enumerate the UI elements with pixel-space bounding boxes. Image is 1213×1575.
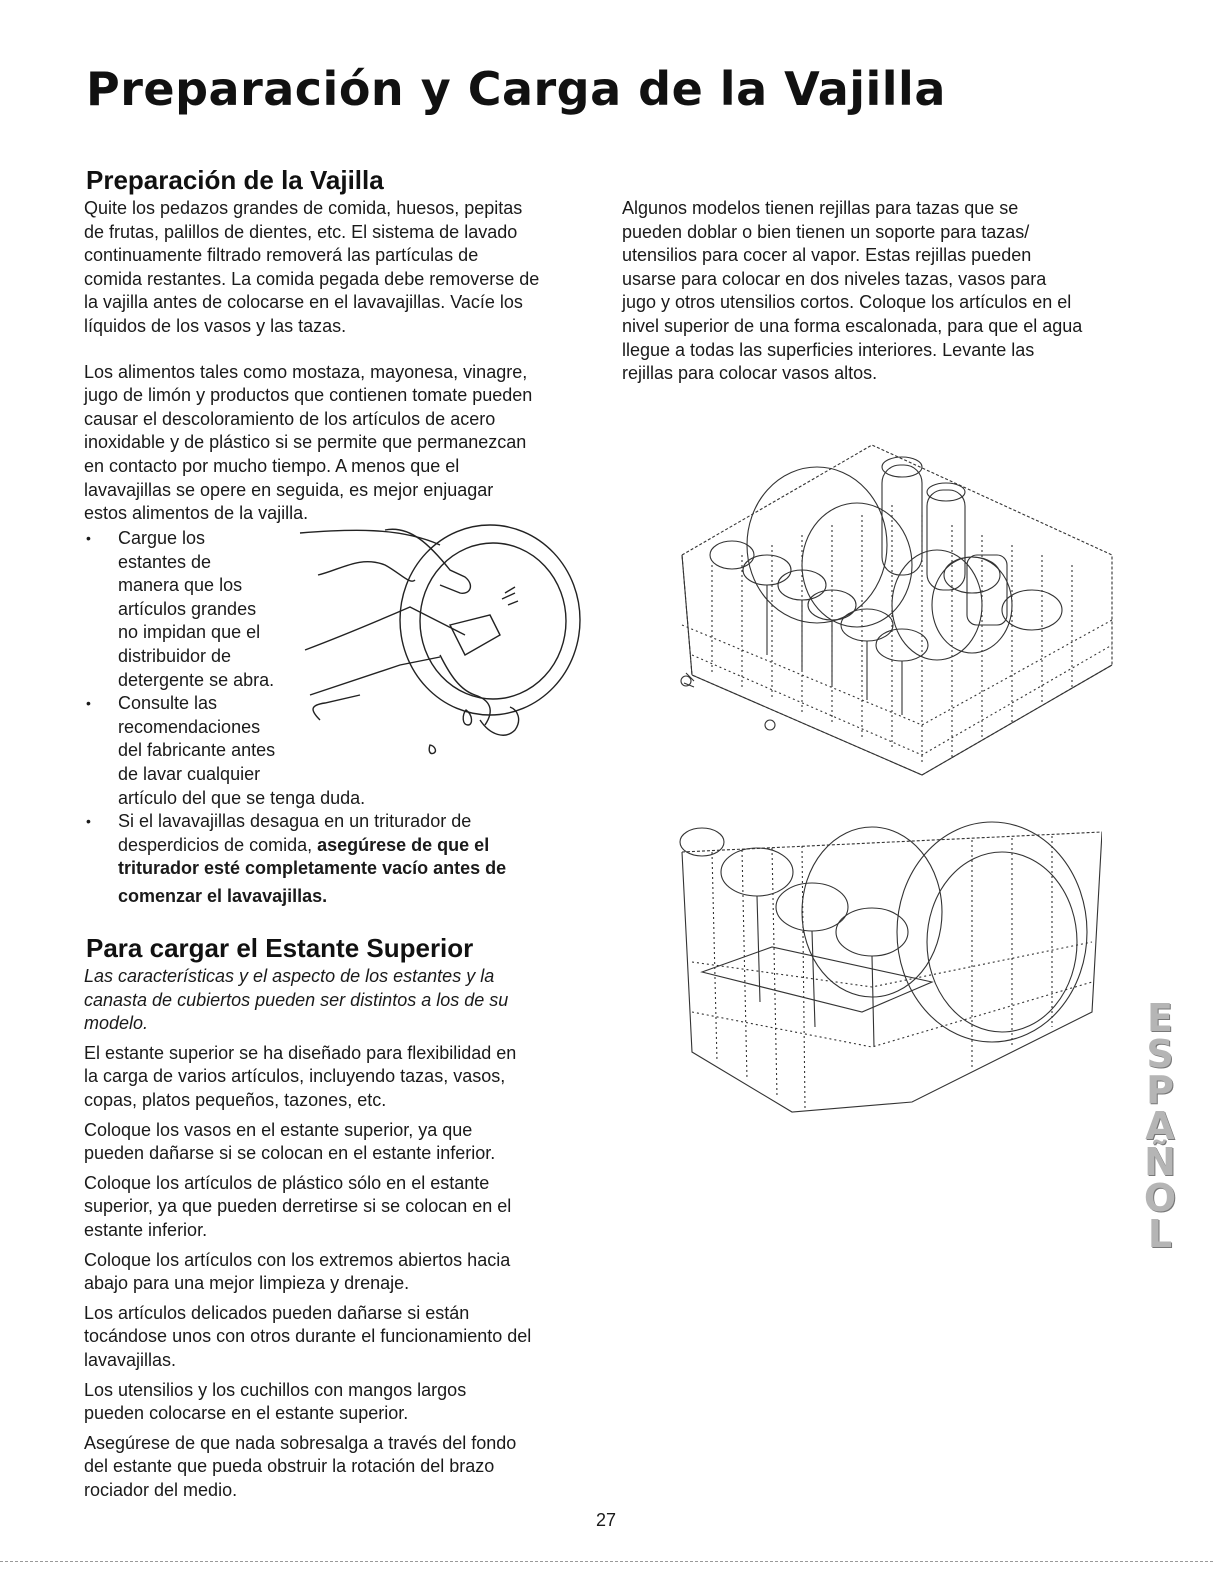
text-line: El estante superior se ha diseñado para flexibilidad en bbox=[84, 1042, 517, 1063]
text-line: desperdicios de comida, bbox=[118, 834, 318, 855]
side-label-letter: O bbox=[1143, 1176, 1177, 1220]
text-line: utensilios para cocer al vapor. Estas rejillas pueden bbox=[622, 245, 1032, 266]
paragraph bbox=[622, 197, 1144, 386]
text-line: lavavajillas. bbox=[84, 1349, 177, 1370]
text-line: artículos grandes bbox=[118, 598, 257, 619]
text-line: llegue a todas las superficies interiores. Levante las bbox=[622, 339, 1035, 360]
text-line: pueden doblar o bien tienen un soporte para tazas/ bbox=[622, 221, 1030, 242]
paragraph bbox=[84, 1249, 594, 1296]
paragraph bbox=[84, 197, 594, 339]
text-line: lavavajillas se opere en seguida, es mejor enjuagar bbox=[84, 479, 494, 500]
text-line: líquidos de los vasos y las tazas. bbox=[84, 315, 347, 336]
text-line: la carga de varios artículos, incluyendo tazas, vasos, bbox=[84, 1066, 506, 1087]
text-line: comida restantes. La comida pegada debe removerse de bbox=[84, 268, 540, 289]
text-line: superior, ya que pueden derretirse si se colocan en el bbox=[84, 1196, 512, 1217]
text-line: estantes de bbox=[118, 551, 212, 572]
side-label-letter: P bbox=[1146, 1068, 1174, 1112]
text-line: Quite los pedazos grandes de comida, huesos, pepitas bbox=[84, 198, 523, 218]
rack-close-up-illustration bbox=[672, 812, 1102, 1117]
text-line: Los alimentos tales como mostaza, mayonesa, vinagre, bbox=[84, 361, 528, 382]
text-line: estos alimentos de la vajilla. bbox=[84, 503, 309, 524]
text-line: no impidan que el bbox=[118, 622, 261, 643]
side-label-letter: E bbox=[1147, 996, 1173, 1040]
text-line: jugo y otros utensilios cortos. Coloque los artículos en el bbox=[622, 292, 1072, 313]
text-line: • Cargue los bbox=[118, 528, 206, 548]
text-line: • Si el lavavajillas desagua en un triturador de bbox=[118, 811, 472, 832]
text-line: de lavar cualquier bbox=[118, 763, 261, 784]
text-line-bold: asegúrese de que el bbox=[317, 834, 490, 855]
paragraph bbox=[84, 361, 594, 526]
hand-rinsing-plate-illustration bbox=[290, 515, 590, 765]
text-line: estante inferior. bbox=[84, 1219, 208, 1240]
paragraph bbox=[84, 1302, 594, 1373]
text-line: Coloque los artículos de plástico sólo en el estante bbox=[84, 1172, 490, 1193]
section1-body bbox=[84, 197, 594, 526]
text-line: del fabricante antes bbox=[118, 740, 276, 761]
text-line: abajo para una mejor limpieza y drenaje. bbox=[84, 1273, 410, 1294]
paragraph bbox=[84, 1119, 594, 1166]
italic-note bbox=[84, 965, 594, 1036]
side-label-letter: S bbox=[1146, 1032, 1174, 1076]
text-line: modelo. bbox=[84, 1013, 149, 1034]
text-line: Las características y el aspecto de los estantes y la bbox=[84, 966, 495, 986]
upper-rack-loaded-illustration bbox=[672, 425, 1132, 795]
text-line: pueden dañarse si se colocan en el estante inferior. bbox=[84, 1143, 496, 1164]
side-label-letter: L bbox=[1147, 1212, 1173, 1256]
text-line: del estante que pueda obstruir la rotación del brazo bbox=[84, 1456, 495, 1477]
text-line: copas, platos pequeños, tazones, etc. bbox=[84, 1089, 387, 1110]
text-line: detergente se abra. bbox=[118, 669, 275, 690]
paragraph bbox=[84, 1172, 594, 1243]
text-line: Coloque los vasos en el estante superior, ya que bbox=[84, 1119, 473, 1140]
text-line: pueden colocarse en el estante superior. bbox=[84, 1403, 409, 1424]
text-line: Los utensilios y los cuchillos con mangos largos bbox=[84, 1379, 467, 1400]
text-line: distribuidor de bbox=[118, 645, 232, 666]
text-line: tocándose unos con otros durante el funcionamiento del bbox=[84, 1326, 532, 1347]
text-line: nivel superior de una forma escalonada, para que el agua bbox=[622, 315, 1083, 336]
text-line: artículo del que se tenga duda. bbox=[118, 787, 366, 808]
text-line-bold: triturador esté completamente vacío antes de bbox=[118, 858, 507, 879]
text-line: inoxidable y de plástico si se permite que permanezcan bbox=[84, 432, 527, 453]
list-item bbox=[84, 810, 594, 908]
section2-body bbox=[84, 965, 594, 1502]
language-side-label bbox=[1142, 996, 1178, 1256]
text-line: canasta de cubiertos pueden ser distintos a los de su bbox=[84, 989, 509, 1010]
paragraph bbox=[84, 1042, 594, 1113]
text-line: recomendaciones bbox=[118, 716, 261, 737]
section-heading-preparacion: Preparación de la Vajilla bbox=[86, 165, 384, 195]
text-line: Coloque los artículos con los extremos abiertos hacia bbox=[84, 1249, 511, 1270]
text-line: en contacto por mucho tiempo. A menos que el bbox=[84, 455, 460, 476]
page-number: 27 bbox=[596, 1510, 617, 1530]
section-heading-estante-superior: Para cargar el Estante Superior bbox=[86, 933, 474, 963]
text-line: de frutas, palillos de dientes, etc. El sistema de lavado bbox=[84, 221, 518, 242]
text-line: la vajilla antes de colocarse en el lavavajillas. Vacíe los bbox=[84, 292, 523, 313]
text-line: manera que los bbox=[118, 575, 243, 596]
paragraph bbox=[84, 1432, 594, 1503]
page-title: Preparación y Carga de la Vajilla bbox=[86, 62, 946, 116]
text-line: Los artículos delicados pueden dañarse si están bbox=[84, 1302, 470, 1323]
paragraph bbox=[84, 1379, 594, 1426]
text-line: rociador del medio. bbox=[84, 1479, 238, 1500]
text-line: usarse para colocar en dos niveles tazas, vasos para bbox=[622, 268, 1047, 289]
text-line: Algunos modelos tienen rejillas para tazas que se bbox=[622, 198, 1019, 218]
text-line: Asegúrese de que nada sobresalga a través del fondo bbox=[84, 1432, 517, 1453]
text-line: • Consulte las bbox=[118, 693, 218, 714]
side-label-letter: Ñ bbox=[1144, 1140, 1176, 1184]
text-line: causar el descoloramiento de los artículos de acero bbox=[84, 408, 496, 429]
text-line: rejillas para colocar vasos altos. bbox=[622, 363, 878, 384]
right-column-body bbox=[622, 197, 1144, 386]
text-line: jugo de limón y productos que contienen tomate pueden bbox=[84, 385, 533, 406]
side-label-letter: A bbox=[1145, 1104, 1175, 1148]
text-line-bold: comenzar el lavavajillas. bbox=[118, 885, 328, 906]
bottom-divider bbox=[0, 1561, 1213, 1562]
text-line: continuamente filtrado removerá las partículas de bbox=[84, 245, 479, 266]
